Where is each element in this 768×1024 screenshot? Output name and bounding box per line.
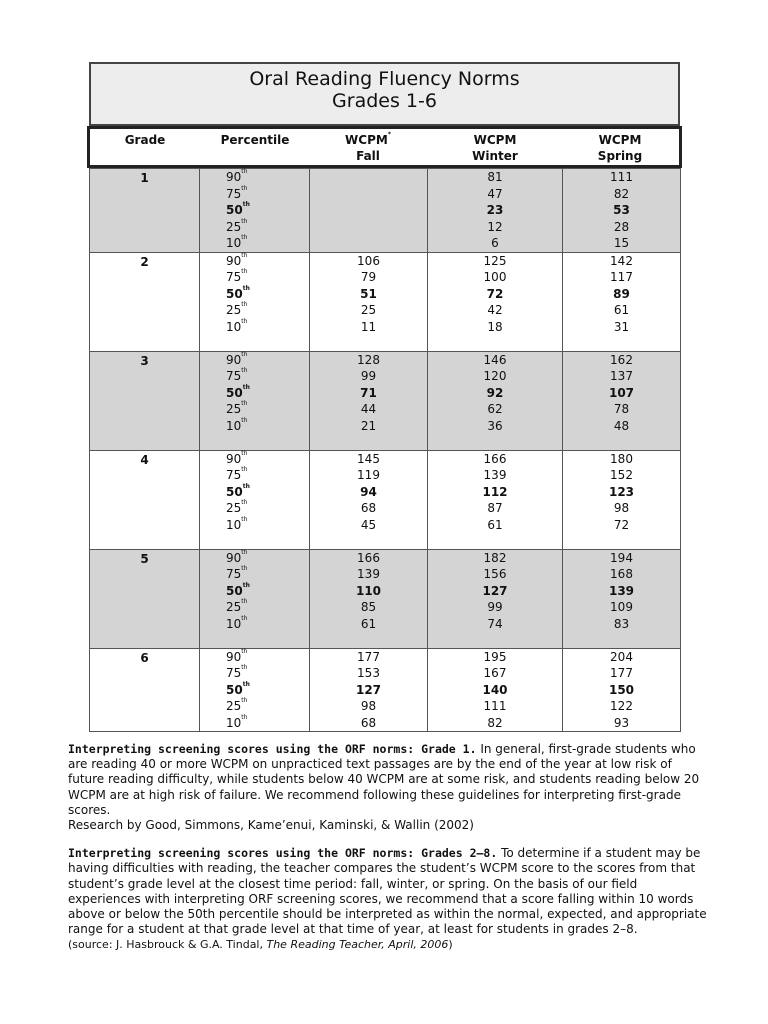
wcpm-value: 21 (360, 418, 377, 433)
wcpm-value: 25 (360, 303, 377, 317)
percentile-label: 25th (226, 301, 248, 317)
wcpm-value: 195 (483, 649, 507, 664)
percentile-label: 75th (226, 367, 248, 383)
wcpm-value (310, 186, 427, 203)
wcpm-value: 61 (613, 303, 630, 317)
wcpm-value: 68 (360, 501, 377, 515)
percentile-label: 50th (226, 284, 250, 301)
table-title: Oral Reading Fluency Norms (249, 68, 520, 90)
wcpm-spring-cell (563, 169, 681, 253)
wcpm-value: 74 (487, 616, 503, 631)
header-percentile: Percentile (220, 133, 290, 147)
percentile-label: 25th (226, 598, 248, 614)
wcpm-value: 42 (487, 303, 503, 317)
wcpm-value: 45 (360, 517, 377, 532)
wcpm-value: 31 (613, 319, 630, 334)
wcpm-value: 99 (360, 369, 377, 383)
grade1-note-body: In general, first-grade students who are reading 40 or more WCPM on unpracticed text passages are by the end of the year at low risk of future reading difficulty, while students below 40 WCPM are at some risk, and students reading below 20 WCPM are at high risk of failure. We recommend following these guidelines for interpreting first-grade scores. (68, 742, 700, 817)
percentile-cell (200, 351, 310, 450)
wcpm-value: 51 (360, 286, 377, 301)
percentile-label: 50th (226, 201, 250, 217)
wcpm-value: 106 (357, 253, 380, 268)
percentile-label: 25th (226, 499, 248, 515)
table-row (90, 252, 681, 351)
wcpm-value: 137 (610, 369, 633, 383)
grade1-note (68, 742, 708, 818)
wcpm-value: 107 (608, 385, 635, 400)
percentile-label: 75th (226, 664, 248, 680)
wcpm-value: 125 (483, 253, 507, 268)
wcpm-value: 6 (491, 236, 499, 250)
wcpm-value: 140 (482, 682, 508, 697)
wcpm-value: 11 (360, 319, 377, 334)
wcpm-value: 117 (610, 270, 633, 284)
wcpm-winter-cell (428, 549, 563, 648)
wcpm-value: 85 (360, 600, 377, 614)
wcpm-value: 82 (613, 186, 630, 201)
wcpm-value: 152 (610, 468, 633, 482)
percentile-label: 10th (226, 515, 248, 532)
wcpm-value: 89 (613, 286, 630, 301)
wcpm-spring-cell (563, 252, 681, 351)
wcpm-value (310, 169, 427, 186)
header-grade: Grade (124, 133, 166, 147)
wcpm-value: 12 (487, 219, 503, 234)
wcpm-fall-cell (310, 351, 428, 450)
grades2-8-note-body: To determine if a student may be having difficulties with reading, the teacher compares the student’s WCPM score to the scores from that student’s grade level at the closest time period: fall, winter, or spring. On the basis of our field experiences with interpreting ORF screening scores, we recommend that a score falling within 10 words above or below the 50th percentile should be interpreted as within the normal, expected, and appropriate range for a student at that grade level at that time of year, at least for students in grades 2–8. (68, 846, 707, 937)
wcpm-value: 61 (360, 616, 377, 631)
table-row (90, 648, 681, 732)
percentile-label: 50th (226, 680, 250, 697)
wcpm-value: 168 (610, 567, 633, 581)
percentile-label: 50th (226, 482, 250, 499)
percentile-cell (200, 169, 310, 253)
wcpm-value: 98 (613, 501, 630, 515)
wcpm-value: 68 (360, 715, 377, 730)
grade-cell: 2 (90, 252, 200, 351)
percentile-label: 90th (226, 548, 248, 565)
wcpm-value: 162 (610, 352, 633, 367)
table-row (90, 351, 681, 450)
percentile-label: 25th (226, 217, 248, 234)
wcpm-value: 72 (613, 517, 630, 532)
percentile-label: 10th (226, 614, 248, 631)
header-wcpm-winter: WCPM Winter (472, 133, 518, 163)
wcpm-value: 177 (357, 649, 380, 664)
grade-cell: 4 (90, 450, 200, 549)
wcpm-value: 111 (610, 170, 633, 184)
wcpm-value: 142 (610, 253, 633, 268)
wcpm-value: 119 (357, 468, 380, 482)
percentile-cell (200, 648, 310, 732)
wcpm-fall-cell (310, 648, 428, 732)
source-citation: (source: J. Hasbrouck & G.A. Tindal, The Reading Teacher, April, 2006) (68, 938, 453, 952)
table-row (90, 169, 681, 253)
wcpm-value: 100 (483, 270, 507, 284)
wcpm-value: 36 (487, 418, 503, 433)
table-row (90, 450, 681, 549)
table-subtitle: Grades 1-6 (332, 90, 437, 112)
wcpm-value: 182 (483, 550, 507, 565)
wcpm-value: 72 (486, 286, 504, 301)
wcpm-value: 146 (483, 352, 507, 367)
wcpm-value: 122 (610, 699, 633, 713)
wcpm-value: 128 (357, 352, 380, 367)
wcpm-value (310, 202, 427, 219)
wcpm-value: 48 (613, 418, 630, 433)
percentile-label: 10th (226, 416, 248, 433)
percentile-label: 10th (226, 234, 248, 250)
wcpm-spring-cell (563, 549, 681, 648)
wcpm-spring-cell (563, 648, 681, 732)
wcpm-value: 47 (487, 186, 503, 201)
wcpm-value: 28 (613, 219, 630, 234)
percentile-cell (200, 450, 310, 549)
grades2-8-note-heading: Interpreting screening scores using the ORF norms: Grades 2–8. (68, 846, 498, 861)
wcpm-value: 156 (483, 567, 507, 581)
percentile-label: 10th (226, 317, 248, 334)
table-row (90, 549, 681, 648)
wcpm-value: 150 (608, 682, 635, 697)
wcpm-spring-cell (563, 351, 681, 450)
wcpm-value: 81 (487, 170, 503, 184)
percentile-label: 25th (226, 697, 248, 713)
percentile-cell (200, 549, 310, 648)
wcpm-value: 15 (613, 236, 630, 250)
wcpm-value: 61 (487, 517, 503, 532)
wcpm-value: 112 (482, 484, 508, 499)
wcpm-value: 53 (613, 203, 630, 217)
wcpm-value: 145 (357, 451, 380, 466)
percentile-label: 75th (226, 268, 248, 284)
wcpm-winter-cell (428, 351, 563, 450)
wcpm-value: 44 (360, 402, 377, 416)
wcpm-value: 127 (355, 682, 382, 697)
wcpm-value: 94 (360, 484, 377, 499)
wcpm-fall-cell (310, 450, 428, 549)
percentile-label: 90th (226, 449, 248, 466)
percentile-label: 50th (226, 581, 250, 598)
wcpm-value: 120 (483, 369, 507, 383)
percentile-label: 75th (226, 184, 248, 201)
percentile-label: 90th (226, 251, 248, 268)
notes-section (68, 742, 708, 953)
norms-table (89, 168, 681, 732)
wcpm-value: 167 (483, 666, 507, 680)
grade-cell: 1 (90, 169, 200, 253)
percentile-label: 25th (226, 400, 248, 416)
wcpm-value: 139 (483, 468, 507, 482)
percentile-label: 75th (226, 466, 248, 482)
wcpm-value: 180 (610, 451, 633, 466)
wcpm-value: 194 (610, 550, 633, 565)
wcpm-value: 109 (610, 600, 633, 614)
wcpm-value: 78 (613, 402, 630, 416)
wcpm-value: 204 (610, 649, 633, 664)
percentile-label: 10th (226, 713, 248, 730)
wcpm-value: 71 (360, 385, 377, 400)
wcpm-value: 177 (610, 666, 633, 680)
percentile-label: 90th (226, 168, 248, 184)
wcpm-winter-cell (428, 169, 563, 253)
wcpm-spring-cell (563, 450, 681, 549)
grade-cell: 6 (90, 648, 200, 732)
wcpm-value: 139 (357, 567, 380, 581)
grade-cell: 3 (90, 351, 200, 450)
wcpm-fall-cell (310, 549, 428, 648)
percentile-label: 90th (226, 647, 248, 664)
grade1-citation: Research by Good, Simmons, Kame’enui, Kaminski, & Wallin (2002) (68, 818, 474, 833)
wcpm-value: 98 (360, 699, 377, 713)
wcpm-value: 79 (360, 270, 377, 284)
wcpm-value: 153 (357, 666, 380, 680)
grades2-8-note (68, 846, 708, 937)
wcpm-value: 99 (487, 600, 503, 614)
grade1-note-heading: Interpreting screening scores using the ORF norms: Grade 1. (68, 742, 477, 756)
wcpm-fall-cell (310, 169, 428, 253)
wcpm-value: 82 (487, 715, 503, 730)
wcpm-value: 23 (486, 203, 504, 217)
wcpm-winter-cell (428, 648, 563, 732)
wcpm-value: 166 (357, 550, 380, 565)
wcpm-value (310, 219, 427, 236)
grade-cell: 5 (90, 549, 200, 648)
wcpm-value: 139 (608, 583, 635, 598)
wcpm-value: 87 (487, 501, 503, 515)
wcpm-value: 110 (355, 583, 382, 598)
header-wcpm-fall: WCPM* Fall (345, 131, 391, 163)
wcpm-value: 93 (613, 715, 630, 730)
table-title-box (89, 62, 680, 126)
wcpm-value: 92 (486, 385, 504, 400)
percentile-cell (200, 252, 310, 351)
wcpm-fall-cell (310, 252, 428, 351)
percentile-label: 50th (226, 383, 250, 400)
wcpm-value: 111 (483, 699, 507, 713)
wcpm-value: 123 (608, 484, 635, 499)
percentile-label: 90th (226, 350, 248, 367)
wcpm-value (310, 235, 427, 252)
wcpm-value: 83 (613, 616, 630, 631)
column-header-row (87, 126, 682, 168)
wcpm-value: 127 (482, 583, 508, 598)
wcpm-value: 166 (483, 451, 507, 466)
wcpm-value: 18 (487, 319, 503, 334)
wcpm-value: 62 (487, 402, 503, 416)
wcpm-winter-cell (428, 252, 563, 351)
wcpm-winter-cell (428, 450, 563, 549)
percentile-label: 75th (226, 565, 248, 581)
header-wcpm-spring: WCPM Spring (597, 133, 643, 163)
